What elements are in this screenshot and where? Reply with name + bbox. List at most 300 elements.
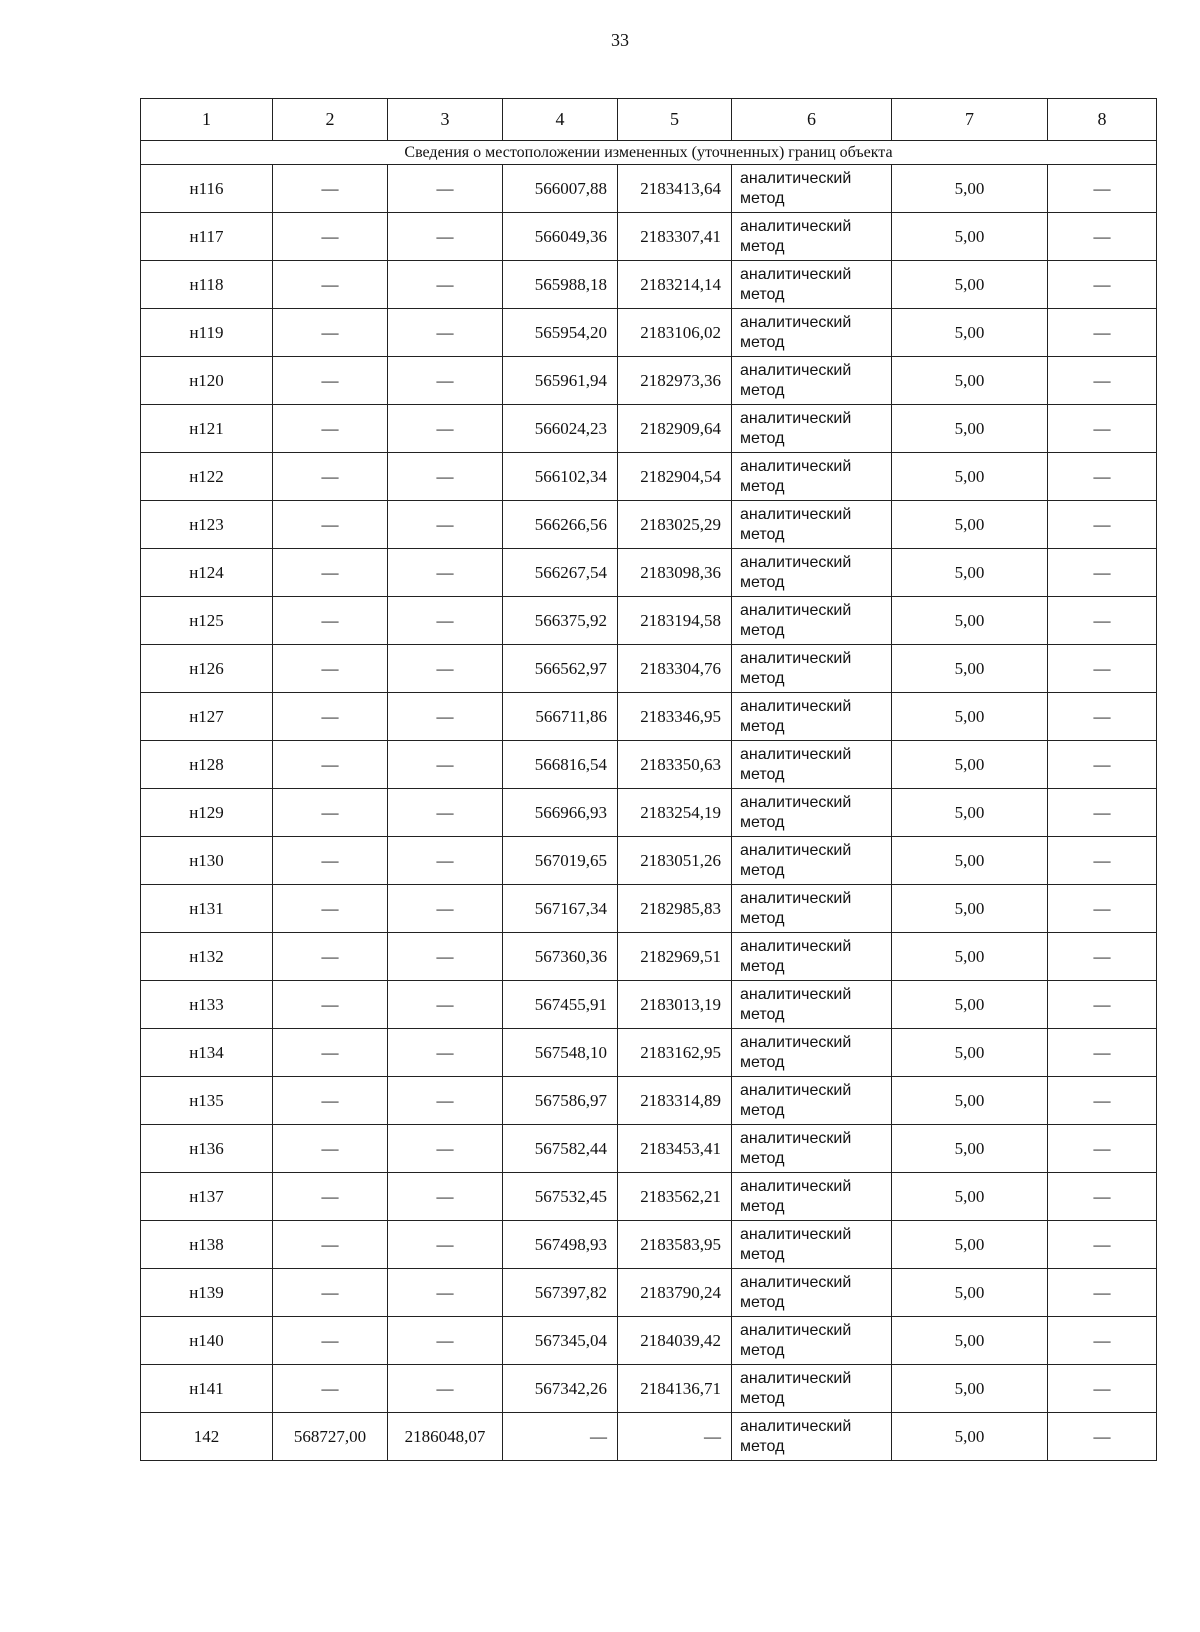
cell-col-2: —: [273, 645, 388, 693]
cell-col-1: н118: [141, 261, 273, 309]
cell-col-3: —: [388, 405, 503, 453]
cell-col-7: 5,00: [892, 309, 1048, 357]
cell-method: [732, 837, 892, 885]
cell-col-8: —: [1048, 165, 1157, 213]
cell-col-2: —: [273, 501, 388, 549]
method-line-2: метод: [740, 1389, 785, 1407]
cell-col-4: 566267,54: [503, 549, 618, 597]
cell-col-7: 5,00: [892, 741, 1048, 789]
cell-col-7: 5,00: [892, 789, 1048, 837]
method-line-1: аналитический: [740, 1177, 852, 1195]
cell-col-8: —: [1048, 309, 1157, 357]
cell-col-2: —: [273, 405, 388, 453]
cell-col-2: —: [273, 837, 388, 885]
cell-method: [732, 693, 892, 741]
method-line-2: метод: [740, 717, 785, 735]
cell-col-8: —: [1048, 693, 1157, 741]
cell-col-3: —: [388, 1077, 503, 1125]
cell-col-8: —: [1048, 1173, 1157, 1221]
method-line-1: аналитический: [740, 1417, 852, 1435]
method-line-1: аналитический: [740, 793, 852, 811]
cell-col-3: —: [388, 645, 503, 693]
table-header-row: [141, 99, 1157, 141]
table-row: [141, 741, 1157, 789]
cell-col-5: 2183583,95: [618, 1221, 732, 1269]
cell-col-4: 566966,93: [503, 789, 618, 837]
cell-method: [732, 1173, 892, 1221]
cell-col-3: —: [388, 357, 503, 405]
cell-method: [732, 1317, 892, 1365]
method-line-1: аналитический: [740, 361, 852, 379]
cell-col-7: 5,00: [892, 597, 1048, 645]
method-line-1: аналитический: [740, 841, 852, 859]
cell-col-4: 567342,26: [503, 1365, 618, 1413]
cell-method: [732, 357, 892, 405]
method-line-1: аналитический: [740, 697, 852, 715]
cell-col-1: н139: [141, 1269, 273, 1317]
cell-col-8: —: [1048, 1221, 1157, 1269]
cell-col-4: 566007,88: [503, 165, 618, 213]
cell-col-1: н125: [141, 597, 273, 645]
table-row: [141, 1413, 1157, 1461]
cell-method: [732, 501, 892, 549]
method-line-1: аналитический: [740, 553, 852, 571]
method-line-2: метод: [740, 237, 785, 255]
cell-col-1: н130: [141, 837, 273, 885]
method-line-2: метод: [740, 1437, 785, 1455]
cell-col-5: 2183194,58: [618, 597, 732, 645]
cell-col-2: —: [273, 1269, 388, 1317]
cell-col-7: 5,00: [892, 1173, 1048, 1221]
table-row: [141, 261, 1157, 309]
cell-col-7: 5,00: [892, 213, 1048, 261]
cell-col-4: 566562,97: [503, 645, 618, 693]
method-line-2: метод: [740, 525, 785, 543]
method-line-2: метод: [740, 189, 785, 207]
cell-col-5: 2184039,42: [618, 1317, 732, 1365]
cell-col-5: 2183013,19: [618, 981, 732, 1029]
cell-col-4: 565954,20: [503, 309, 618, 357]
cell-col-4: 566816,54: [503, 741, 618, 789]
cell-col-4: 567548,10: [503, 1029, 618, 1077]
cell-col-1: н136: [141, 1125, 273, 1173]
method-line-1: аналитический: [740, 1321, 852, 1339]
table-row: [141, 1317, 1157, 1365]
method-line-1: аналитический: [740, 985, 852, 1003]
cell-col-8: —: [1048, 1029, 1157, 1077]
cell-col-4: 567360,36: [503, 933, 618, 981]
method-line-2: метод: [740, 1341, 785, 1359]
cell-col-1: н119: [141, 309, 273, 357]
boundary-coordinates-table: [140, 98, 1157, 1461]
cell-col-8: —: [1048, 789, 1157, 837]
cell-col-1: н137: [141, 1173, 273, 1221]
cell-method: [732, 1365, 892, 1413]
cell-col-3: —: [388, 885, 503, 933]
method-line-2: метод: [740, 573, 785, 591]
cell-col-8: —: [1048, 645, 1157, 693]
cell-col-4: 566102,34: [503, 453, 618, 501]
cell-method: [732, 981, 892, 1029]
method-line-2: метод: [740, 477, 785, 495]
table-row: [141, 1173, 1157, 1221]
cell-col-8: —: [1048, 1125, 1157, 1173]
table-row: [141, 165, 1157, 213]
cell-col-1: н141: [141, 1365, 273, 1413]
table-row: [141, 549, 1157, 597]
table-row: [141, 1029, 1157, 1077]
cell-col-7: 5,00: [892, 549, 1048, 597]
method-line-1: аналитический: [740, 169, 852, 187]
table-row: [141, 501, 1157, 549]
method-line-1: аналитический: [740, 1273, 852, 1291]
method-line-2: метод: [740, 621, 785, 639]
section-title-row: [141, 141, 1157, 165]
method-line-2: метод: [740, 1293, 785, 1311]
method-line-2: метод: [740, 1197, 785, 1215]
cell-col-2: —: [273, 741, 388, 789]
cell-col-1: н124: [141, 549, 273, 597]
cell-col-3: —: [388, 1029, 503, 1077]
cell-col-2: —: [273, 1317, 388, 1365]
cell-col-2: —: [273, 165, 388, 213]
table-row: [141, 885, 1157, 933]
cell-col-7: 5,00: [892, 933, 1048, 981]
method-line-1: аналитический: [740, 745, 852, 763]
column-header: 7: [892, 99, 1048, 141]
cell-col-5: 2183307,41: [618, 213, 732, 261]
cell-col-7: 5,00: [892, 1029, 1048, 1077]
column-header: 2: [273, 99, 388, 141]
cell-method: [732, 1269, 892, 1317]
table-row: [141, 597, 1157, 645]
cell-col-1: н126: [141, 645, 273, 693]
method-line-2: метод: [740, 429, 785, 447]
cell-col-3: —: [388, 693, 503, 741]
cell-col-7: 5,00: [892, 165, 1048, 213]
cell-col-8: —: [1048, 549, 1157, 597]
cell-col-1: н140: [141, 1317, 273, 1365]
cell-col-5: 2183304,76: [618, 645, 732, 693]
cell-col-1: н116: [141, 165, 273, 213]
method-line-1: аналитический: [740, 1225, 852, 1243]
cell-method: [732, 645, 892, 693]
cell-col-5: —: [618, 1413, 732, 1461]
cell-col-4: 567582,44: [503, 1125, 618, 1173]
cell-col-8: —: [1048, 1413, 1157, 1461]
cell-col-3: —: [388, 789, 503, 837]
cell-col-5: 2182985,83: [618, 885, 732, 933]
cell-col-8: —: [1048, 837, 1157, 885]
cell-col-8: —: [1048, 1317, 1157, 1365]
cell-method: [732, 549, 892, 597]
cell-method: [732, 405, 892, 453]
cell-col-3: —: [388, 837, 503, 885]
cell-method: [732, 1029, 892, 1077]
column-header: 1: [141, 99, 273, 141]
cell-col-4: 566711,86: [503, 693, 618, 741]
cell-col-3: —: [388, 597, 503, 645]
cell-col-1: н127: [141, 693, 273, 741]
cell-col-7: 5,00: [892, 357, 1048, 405]
cell-col-4: 566266,56: [503, 501, 618, 549]
cell-col-1: 142: [141, 1413, 273, 1461]
cell-col-3: —: [388, 933, 503, 981]
cell-col-3: —: [388, 1317, 503, 1365]
cell-col-7: 5,00: [892, 1125, 1048, 1173]
cell-col-7: 5,00: [892, 693, 1048, 741]
cell-col-8: —: [1048, 213, 1157, 261]
column-header: 8: [1048, 99, 1157, 141]
table-row: [141, 645, 1157, 693]
cell-col-2: —: [273, 213, 388, 261]
cell-col-2: —: [273, 1221, 388, 1269]
cell-col-3: —: [388, 1125, 503, 1173]
method-line-2: метод: [740, 909, 785, 927]
cell-method: [732, 933, 892, 981]
table-row: [141, 933, 1157, 981]
cell-col-5: 2183106,02: [618, 309, 732, 357]
method-line-2: метод: [740, 285, 785, 303]
cell-col-2: —: [273, 1365, 388, 1413]
cell-col-3: —: [388, 165, 503, 213]
method-line-1: аналитический: [740, 1129, 852, 1147]
cell-col-2: —: [273, 789, 388, 837]
cell-col-2: —: [273, 693, 388, 741]
cell-col-7: 5,00: [892, 1221, 1048, 1269]
cell-col-1: н128: [141, 741, 273, 789]
table-row: [141, 693, 1157, 741]
cell-col-4: 567397,82: [503, 1269, 618, 1317]
cell-col-4: —: [503, 1413, 618, 1461]
cell-col-2: —: [273, 1173, 388, 1221]
cell-col-5: 2183350,63: [618, 741, 732, 789]
method-line-2: метод: [740, 1053, 785, 1071]
cell-col-4: 567586,97: [503, 1077, 618, 1125]
table-row: [141, 1365, 1157, 1413]
cell-col-2: —: [273, 453, 388, 501]
method-line-2: метод: [740, 765, 785, 783]
cell-col-4: 567455,91: [503, 981, 618, 1029]
table-row: [141, 453, 1157, 501]
table-row: [141, 357, 1157, 405]
method-line-1: аналитический: [740, 937, 852, 955]
cell-col-1: н134: [141, 1029, 273, 1077]
cell-method: [732, 309, 892, 357]
table-row: [141, 309, 1157, 357]
cell-col-7: 5,00: [892, 645, 1048, 693]
cell-col-7: 5,00: [892, 1317, 1048, 1365]
cell-col-3: 2186048,07: [388, 1413, 503, 1461]
cell-method: [732, 165, 892, 213]
cell-col-7: 5,00: [892, 453, 1048, 501]
cell-col-7: 5,00: [892, 1077, 1048, 1125]
cell-col-3: —: [388, 1365, 503, 1413]
cell-col-2: —: [273, 1029, 388, 1077]
method-line-2: метод: [740, 1149, 785, 1167]
cell-method: [732, 453, 892, 501]
cell-col-8: —: [1048, 261, 1157, 309]
cell-col-5: 2183051,26: [618, 837, 732, 885]
cell-col-4: 567498,93: [503, 1221, 618, 1269]
cell-col-8: —: [1048, 1077, 1157, 1125]
cell-col-5: 2183314,89: [618, 1077, 732, 1125]
table-row: [141, 213, 1157, 261]
method-line-2: метод: [740, 1005, 785, 1023]
cell-method: [732, 885, 892, 933]
cell-col-3: —: [388, 261, 503, 309]
cell-col-3: —: [388, 741, 503, 789]
cell-col-4: 567345,04: [503, 1317, 618, 1365]
cell-col-3: —: [388, 309, 503, 357]
cell-method: [732, 1077, 892, 1125]
cell-method: [732, 213, 892, 261]
cell-col-5: 2182904,54: [618, 453, 732, 501]
cell-col-8: —: [1048, 1269, 1157, 1317]
cell-col-7: 5,00: [892, 405, 1048, 453]
cell-col-4: 566049,36: [503, 213, 618, 261]
cell-col-3: —: [388, 1269, 503, 1317]
cell-col-4: 566375,92: [503, 597, 618, 645]
cell-col-4: 565988,18: [503, 261, 618, 309]
table-row: [141, 789, 1157, 837]
cell-method: [732, 1125, 892, 1173]
cell-col-5: 2183453,41: [618, 1125, 732, 1173]
page-number: 33: [611, 30, 629, 50]
method-line-1: аналитический: [740, 1369, 852, 1387]
cell-col-5: 2183098,36: [618, 549, 732, 597]
method-line-1: аналитический: [740, 649, 852, 667]
method-line-2: метод: [740, 1245, 785, 1263]
cell-col-5: 2182909,64: [618, 405, 732, 453]
cell-col-3: —: [388, 453, 503, 501]
method-line-1: аналитический: [740, 1081, 852, 1099]
cell-col-3: —: [388, 1173, 503, 1221]
cell-col-4: 567532,45: [503, 1173, 618, 1221]
cell-col-7: 5,00: [892, 885, 1048, 933]
cell-col-8: —: [1048, 357, 1157, 405]
cell-col-2: —: [273, 357, 388, 405]
method-line-2: метод: [740, 333, 785, 351]
cell-col-8: —: [1048, 453, 1157, 501]
table-row: [141, 837, 1157, 885]
cell-col-5: 2182973,36: [618, 357, 732, 405]
cell-method: [732, 261, 892, 309]
cell-col-5: 2184136,71: [618, 1365, 732, 1413]
cell-col-7: 5,00: [892, 1413, 1048, 1461]
cell-col-5: 2182969,51: [618, 933, 732, 981]
cell-col-5: 2183413,64: [618, 165, 732, 213]
cell-col-1: н120: [141, 357, 273, 405]
cell-col-8: —: [1048, 981, 1157, 1029]
cell-col-4: 565961,94: [503, 357, 618, 405]
cell-col-3: —: [388, 213, 503, 261]
cell-col-4: 566024,23: [503, 405, 618, 453]
cell-col-2: —: [273, 933, 388, 981]
cell-col-4: 567019,65: [503, 837, 618, 885]
column-header: 6: [732, 99, 892, 141]
cell-col-5: 2183214,14: [618, 261, 732, 309]
cell-col-8: —: [1048, 933, 1157, 981]
cell-col-8: —: [1048, 405, 1157, 453]
cell-col-7: 5,00: [892, 981, 1048, 1029]
cell-col-1: н117: [141, 213, 273, 261]
cell-col-1: н131: [141, 885, 273, 933]
cell-col-1: н132: [141, 933, 273, 981]
method-line-1: аналитический: [740, 889, 852, 907]
method-line-1: аналитический: [740, 601, 852, 619]
method-line-2: метод: [740, 669, 785, 687]
method-line-1: аналитический: [740, 217, 852, 235]
cell-col-2: —: [273, 549, 388, 597]
cell-col-7: 5,00: [892, 501, 1048, 549]
cell-method: [732, 789, 892, 837]
cell-col-2: —: [273, 309, 388, 357]
cell-col-1: н129: [141, 789, 273, 837]
column-header: 4: [503, 99, 618, 141]
table-row: [141, 1269, 1157, 1317]
cell-col-5: 2183346,95: [618, 693, 732, 741]
cell-col-1: н123: [141, 501, 273, 549]
cell-col-3: —: [388, 981, 503, 1029]
table-row: [141, 1221, 1157, 1269]
method-line-1: аналитический: [740, 265, 852, 283]
cell-col-8: —: [1048, 885, 1157, 933]
cell-col-5: 2183562,21: [618, 1173, 732, 1221]
cell-col-7: 5,00: [892, 261, 1048, 309]
cell-col-8: —: [1048, 741, 1157, 789]
cell-col-1: н121: [141, 405, 273, 453]
cell-col-7: 5,00: [892, 1365, 1048, 1413]
cell-col-8: —: [1048, 597, 1157, 645]
method-line-2: метод: [740, 813, 785, 831]
method-line-1: аналитический: [740, 313, 852, 331]
table-row: [141, 1125, 1157, 1173]
cell-col-5: 2183162,95: [618, 1029, 732, 1077]
cell-col-2: —: [273, 885, 388, 933]
cell-col-3: —: [388, 549, 503, 597]
cell-col-8: —: [1048, 1365, 1157, 1413]
cell-col-8: —: [1048, 501, 1157, 549]
cell-col-7: 5,00: [892, 837, 1048, 885]
cell-method: [732, 741, 892, 789]
table-row: [141, 405, 1157, 453]
method-line-2: метод: [740, 957, 785, 975]
method-line-1: аналитический: [740, 457, 852, 475]
cell-method: [732, 1221, 892, 1269]
cell-col-3: —: [388, 1221, 503, 1269]
cell-col-1: н138: [141, 1221, 273, 1269]
cell-col-1: н135: [141, 1077, 273, 1125]
cell-col-2: —: [273, 1077, 388, 1125]
method-line-1: аналитический: [740, 409, 852, 427]
cell-col-7: 5,00: [892, 1269, 1048, 1317]
cell-col-1: н133: [141, 981, 273, 1029]
cell-method: [732, 597, 892, 645]
section-title: Сведения о местоположении измененных (уточненных) границ объекта: [141, 141, 1157, 165]
cell-col-3: —: [388, 501, 503, 549]
cell-col-2: —: [273, 261, 388, 309]
column-header: 5: [618, 99, 732, 141]
cell-col-4: 567167,34: [503, 885, 618, 933]
cell-col-1: н122: [141, 453, 273, 501]
cell-col-5: 2183025,29: [618, 501, 732, 549]
cell-col-5: 2183790,24: [618, 1269, 732, 1317]
cell-method: [732, 1413, 892, 1461]
method-line-2: метод: [740, 861, 785, 879]
table-row: [141, 981, 1157, 1029]
method-line-1: аналитический: [740, 1033, 852, 1051]
